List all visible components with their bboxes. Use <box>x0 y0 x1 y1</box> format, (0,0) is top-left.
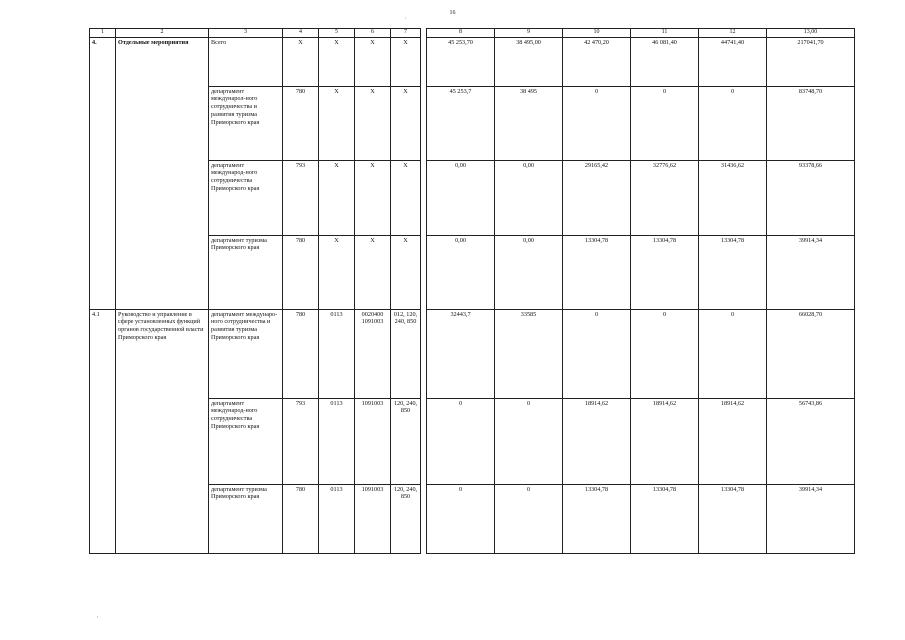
header-cell: 12 <box>699 29 767 38</box>
value-2011: 45 253,70 <box>427 37 495 86</box>
grbs-code: 793 <box>283 160 319 235</box>
value-2015: 18914,62 <box>699 398 767 484</box>
grbs-code: 780 <box>283 309 319 398</box>
header-cell: 7 <box>391 29 421 38</box>
grbs-code: 793 <box>283 398 319 484</box>
table-row <box>90 309 855 398</box>
value-total: 217041,70 <box>767 37 855 86</box>
value-2013: 13304,78 <box>563 484 631 553</box>
grbs-code: 780 <box>283 235 319 309</box>
value-2013: 42 470,20 <box>563 37 631 86</box>
value-2015: 31436,62 <box>699 160 767 235</box>
csr-code: X <box>355 235 391 309</box>
row-number: 4. <box>90 37 116 309</box>
value-2011: 45 253,7 <box>427 86 495 160</box>
vr-code: X <box>391 37 421 86</box>
header-cell: 4 <box>283 29 319 38</box>
value-2013: 0 <box>563 309 631 398</box>
vr-code: 120, 240, 850 <box>391 484 421 553</box>
grbs-code: 780 <box>283 86 319 160</box>
organization: департамент международ-ного сотрудничества Приморского края <box>209 160 283 235</box>
organization: департамент туризма Приморского края <box>209 484 283 553</box>
rz-pr-code: X <box>319 37 355 86</box>
value-2014: 13304,78 <box>631 235 699 309</box>
header-cell: 13,00 <box>767 29 855 38</box>
rz-pr-code: 0113 <box>319 398 355 484</box>
table-row <box>90 37 855 86</box>
header-cell: 9 <box>495 29 563 38</box>
value-2012: 38 495,00 <box>495 37 563 86</box>
value-2012: 0 <box>495 484 563 553</box>
organization: департамент междунарол-ного сотрудничества и развития туризма Приморского края <box>209 86 283 160</box>
value-2014: 0 <box>631 309 699 398</box>
value-2014: 13304,78 <box>631 484 699 553</box>
vr-code: X <box>391 160 421 235</box>
value-2012: 0 <box>495 398 563 484</box>
organization: департамент международ-ного сотрудничества Приморского края <box>209 398 283 484</box>
value-2012: 38 495 <box>495 86 563 160</box>
value-2012: 0,00 <box>495 160 563 235</box>
header-row <box>90 29 855 38</box>
budget-table <box>89 28 855 554</box>
value-2014: 0 <box>631 86 699 160</box>
value-2015: 0 <box>699 309 767 398</box>
value-2011: 0 <box>427 398 495 484</box>
csr-code: X <box>355 160 391 235</box>
header-cell: 6 <box>355 29 391 38</box>
organization: департамент междунаро-ного сотрудничества и развития туризма Приморского края <box>209 309 283 398</box>
csr-code: 0020400 1091003 <box>355 309 391 398</box>
rz-pr-code: X <box>319 86 355 160</box>
organization: Всего <box>209 37 283 86</box>
grbs-code: X <box>283 37 319 86</box>
vr-code: 012, 120, 240, 850 <box>391 309 421 398</box>
measure-name: Отдельные мероприятия <box>116 37 209 309</box>
header-cell: 5 <box>319 29 355 38</box>
value-2015: 13304,78 <box>699 235 767 309</box>
value-total: 56743,86 <box>767 398 855 484</box>
value-2014: 18914,62 <box>631 398 699 484</box>
value-total: 39914,34 <box>767 484 855 553</box>
header-cell: 8 <box>427 29 495 38</box>
rz-pr-code: 0113 <box>319 309 355 398</box>
value-2011: 0,00 <box>427 235 495 309</box>
value-2013: 18914,62 <box>563 398 631 484</box>
value-2011: 32443,7 <box>427 309 495 398</box>
value-2011: 0 <box>427 484 495 553</box>
header-cell: 2 <box>116 29 209 38</box>
value-total: 83748,70 <box>767 86 855 160</box>
value-2011: 0,00 <box>427 160 495 235</box>
rz-pr-code: X <box>319 160 355 235</box>
csr-code: 1091003 <box>355 484 391 553</box>
value-2012: 0,00 <box>495 235 563 309</box>
organization: департамент туризма Приморского края <box>209 235 283 309</box>
csr-code: X <box>355 86 391 160</box>
header-cell: 11 <box>631 29 699 38</box>
value-2013: 29165,42 <box>563 160 631 235</box>
vr-code: X <box>391 86 421 160</box>
value-total: 39914,34 <box>767 235 855 309</box>
value-2012: 33585 <box>495 309 563 398</box>
value-total: 93378,66 <box>767 160 855 235</box>
value-2014: 32776,62 <box>631 160 699 235</box>
csr-code: X <box>355 37 391 86</box>
grbs-code: 780 <box>283 484 319 553</box>
row-number: 4.1 <box>90 309 116 553</box>
header-cell: 3 <box>209 29 283 38</box>
header-cell: 10 <box>563 29 631 38</box>
page-number: 16 <box>449 10 456 16</box>
measure-name: Руководство и управление в сфере установленных функций органов государственной власти Приморского края <box>116 309 209 553</box>
scan-mark-corner: , <box>97 614 99 619</box>
scan-mark: ' <box>405 18 406 23</box>
rz-pr-code: 0113 <box>319 484 355 553</box>
vr-code: X <box>391 235 421 309</box>
value-total: 66028,70 <box>767 309 855 398</box>
csr-code: 1091003 <box>355 398 391 484</box>
value-2013: 13304,78 <box>563 235 631 309</box>
value-2014: 46 081,40 <box>631 37 699 86</box>
value-2013: 0 <box>563 86 631 160</box>
header-cell: 1 <box>90 29 116 38</box>
rz-pr-code: X <box>319 235 355 309</box>
value-2015: 13304,78 <box>699 484 767 553</box>
value-2015: 0 <box>699 86 767 160</box>
value-2015: 44741,40 <box>699 37 767 86</box>
vr-code: 120, 240, 850 <box>391 398 421 484</box>
